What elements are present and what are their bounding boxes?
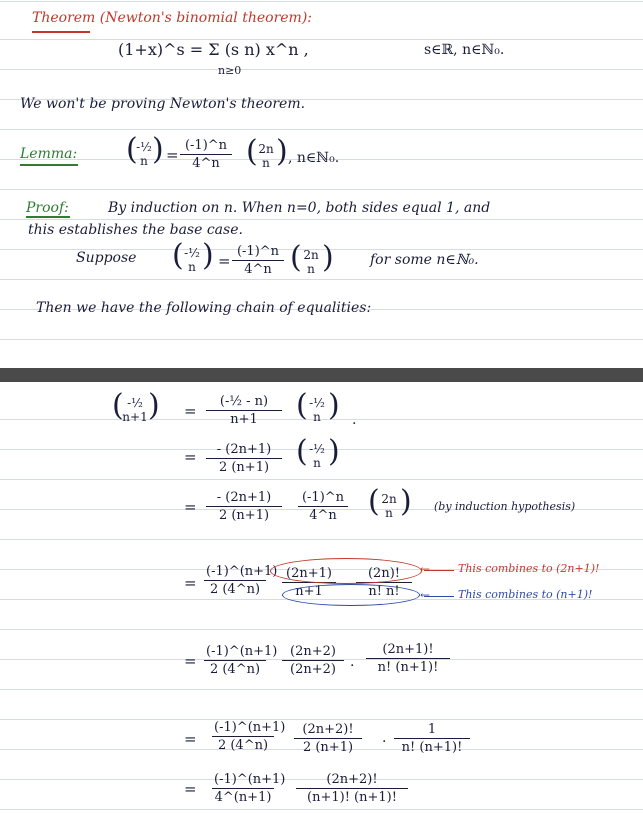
r6-dot: . (382, 730, 387, 746)
r3-num2: (-1)^n (298, 490, 348, 507)
r3-den2: 4^n (309, 508, 337, 523)
theorem-underline (32, 31, 90, 33)
r5-fraction-3 (366, 642, 450, 675)
r1-fraction (206, 394, 282, 427)
r4-num: (-1)^(n+1) (206, 564, 278, 579)
r4-den2: n+1 (295, 584, 323, 599)
lemma-fraction (180, 138, 232, 171)
page-divider (0, 368, 643, 382)
lemma-binom-rhs: ( 2n n ) (246, 134, 288, 170)
r1-binom: ( -½ n ) (296, 388, 340, 424)
r5-num2: (2n+2) (282, 644, 344, 661)
suppose-binom-rhs: ( 2n n ) (290, 240, 334, 276)
r2-binom: ( -½ n ) (296, 434, 340, 470)
red-note: This combines to (2n+1)! (458, 562, 600, 575)
r3-fraction-1 (206, 490, 282, 523)
r5-fraction-1 (204, 644, 278, 677)
suppose-eq: = (218, 252, 231, 270)
suppose-rhs-top: 2n (303, 248, 319, 262)
lemma-rhs-bottom: n (262, 156, 270, 170)
suppose-lhs-top: -½ (184, 246, 200, 260)
theorem-conditions: s∈ℝ, n∈ℕ₀. (424, 42, 505, 58)
r1-num: (-½ - n) (206, 394, 282, 411)
eq-6: = (184, 730, 197, 748)
r5-den: 2 (4^n) (209, 662, 261, 677)
r3-den: 2 (n+1) (218, 508, 270, 523)
eq-1: = (184, 402, 197, 420)
eq-2: = (184, 448, 197, 466)
r6-den2: 2 (n+1) (302, 740, 354, 755)
r6-den3: n! (n+1)! (401, 740, 463, 755)
r2-binom-bottom: n (313, 456, 321, 470)
theorem-label: Theorem (Newton's binomial theorem): (32, 10, 313, 26)
lemma-conditions: , n∈ℕ₀. (288, 150, 340, 166)
r6-num: (-1)^(n+1) (214, 720, 286, 735)
blue-arrow-icon: ← (420, 588, 431, 602)
r3-note: (by induction hypothesis) (434, 500, 576, 513)
lemma-lhs-bottom: n (140, 154, 148, 168)
r7-num2: (2n+2)! (296, 772, 408, 789)
eq-4: = (184, 574, 197, 592)
r1-binom-top: -½ (309, 396, 325, 410)
red-highlight-oval (270, 558, 422, 584)
r3-fraction-2 (298, 490, 348, 523)
r4-den3: n! n! (368, 584, 400, 599)
r7-num: (-1)^(n+1) (214, 772, 286, 787)
eq-3: = (184, 498, 197, 516)
r1-dot: . (352, 412, 357, 428)
r6-fraction-2 (294, 722, 362, 755)
suppose-fraction (232, 244, 284, 277)
notes-page-bottom (0, 382, 643, 814)
r3-binom-bottom: n (385, 506, 393, 520)
lemma-frac-den: 4^n (192, 156, 220, 171)
r5-dot: . (350, 654, 355, 670)
chain-lhs-bottom: n+1 (122, 410, 148, 424)
lemma-label: Lemma: (20, 146, 78, 162)
r2-fraction (206, 442, 282, 475)
r2-binom-top: -½ (309, 442, 325, 456)
lemma-eq: = (166, 146, 179, 164)
r4-num3: (2n)! (356, 566, 412, 583)
eq-7: = (184, 780, 197, 798)
r4-num2: (2n+1) (282, 566, 336, 583)
r7-den: 4^(n+1) (214, 790, 272, 805)
r5-num3: (2n+1)! (366, 642, 450, 659)
chain-lhs-top: -½ (127, 396, 143, 410)
chain-lhs-binom: ( -½ n+1 ) (112, 388, 160, 424)
r4-fraction-1 (204, 564, 278, 597)
lemma-lhs-top: -½ (136, 140, 152, 154)
r5-den2: (2n+2) (290, 662, 336, 677)
suppose-lhs-bottom: n (188, 260, 196, 274)
r7-fraction-1 (212, 772, 286, 805)
proof-underline (26, 216, 70, 218)
r1-binom-bottom: n (313, 410, 321, 424)
chain-intro: Then we have the following chain of equalities: (36, 300, 372, 316)
blue-highlight-oval (282, 584, 420, 606)
red-arrow-icon: ← (420, 562, 431, 576)
r6-fraction-1 (212, 720, 286, 753)
lemma-rhs-top: 2n (258, 142, 274, 156)
r5-fraction-2 (282, 644, 344, 677)
r6-den: 2 (4^n) (217, 738, 269, 753)
theorem-sum-index: n≥0 (218, 64, 242, 77)
r6-fraction-3 (394, 722, 470, 755)
r6-num2: (2n+2)! (294, 722, 362, 739)
lemma-underline (20, 164, 78, 166)
lemma-binom-lhs: ( -½ n ) (126, 132, 164, 168)
suppose-binom-lhs: ( -½ n ) (172, 238, 214, 274)
suppose-label: Suppose (76, 250, 137, 266)
r6-num3: 1 (394, 722, 470, 739)
r5-num: (-1)^(n+1) (206, 644, 278, 659)
suppose-frac-den: 4^n (244, 262, 272, 277)
r2-den: 2 (n+1) (218, 460, 270, 475)
r7-den2: (n+1)! (n+1)! (307, 790, 397, 805)
suppose-conditions: for some n∈ℕ₀. (370, 252, 479, 268)
r5-den3: n! (n+1)! (377, 660, 439, 675)
blue-note: This combines to (n+1)! (458, 588, 593, 601)
theorem-formula: (1+x)^s = Σ (s n) x^n , (118, 40, 309, 59)
r2-num: - (2n+1) (206, 442, 282, 459)
r3-binom: ( 2n n ) (368, 484, 412, 520)
suppose-frac-num: (-1)^n (232, 244, 284, 261)
r7-fraction-2 (296, 772, 408, 805)
notes-page-top (0, 0, 643, 368)
r3-num: - (2n+1) (206, 490, 282, 507)
proof-line-2: this establishes the base case. (28, 222, 243, 238)
r1-den: n+1 (230, 412, 258, 427)
r3-binom-top: 2n (381, 492, 397, 506)
proof-line-1: By induction on n. When n=0, both sides equal 1, and (108, 200, 491, 216)
suppose-rhs-bottom: n (307, 262, 315, 276)
not-proving-note: We won't be proving Newton's theorem. (20, 96, 306, 112)
r4-den: 2 (4^n) (209, 582, 261, 597)
eq-5: = (184, 652, 197, 670)
lemma-frac-num: (-1)^n (180, 138, 232, 155)
proof-label: Proof: (26, 200, 69, 216)
